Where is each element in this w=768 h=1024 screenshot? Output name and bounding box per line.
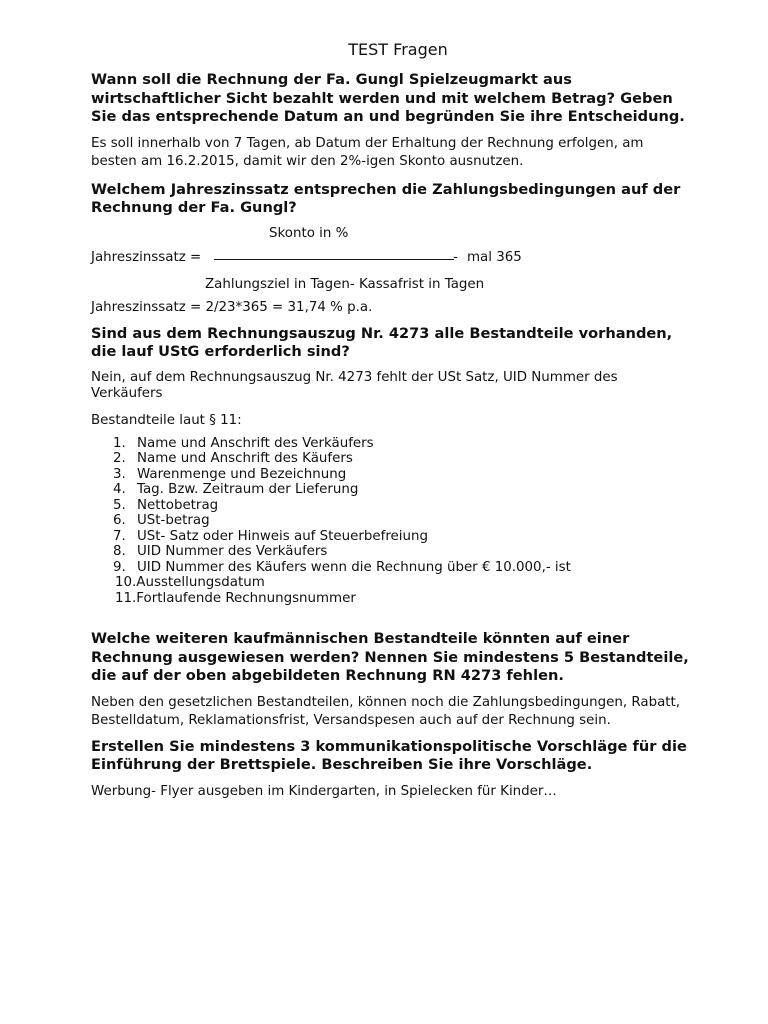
question-4: Welche weiteren kaufmännischen Bestandteile könnten auf einer Rechnung ausgewiesen werden? Nennen Sie mindestens 5 Bestandteile, die auf der oben abgebildeten Rechnung RN 4273 fehlen. bbox=[91, 630, 689, 684]
list-item: 8. UID Nummer des Verkäufers bbox=[113, 544, 328, 559]
list-item: 9. UID Nummer des Käufers wenn die Rechnung über € 10.000,- ist bbox=[113, 559, 571, 575]
formula-multiplier: mal 365 bbox=[467, 249, 522, 265]
question-1: Wann soll die Rechnung der Fa. Gungl Spielzeugmarkt aus wirtschaftlicher Sicht bezahlt werden und mit welchem Betrag? Geben Sie das entsprechende Datum an und begründen Sie ihre Entscheidung. bbox=[91, 71, 685, 125]
list-item: 11.Fortlaufende Rechnungsnummer bbox=[115, 590, 356, 606]
list-item: 1. Name und Anschrift des Verkäufers bbox=[113, 435, 374, 451]
interest-formula bbox=[91, 226, 691, 290]
answer-5: Werbung- Flyer ausgeben im Kindergarten, in Spielecken für Kinder… bbox=[91, 783, 557, 799]
formula-result: Jahreszinssatz = 2/23*365 = 31,74 % p.a. bbox=[91, 299, 373, 315]
list-item: 4. Tag. Bzw. Zeitraum der Lieferung bbox=[113, 482, 359, 497]
list-item: 6. USt-betrag bbox=[113, 513, 210, 528]
formula-lhs: Jahreszinssatz = bbox=[91, 249, 202, 265]
list-item: 5. Nettobetrag bbox=[113, 497, 219, 513]
document-title: TEST Fragen bbox=[348, 40, 448, 59]
formula-denominator: Zahlungsziel in Tagen- Kassafrist in Tagen bbox=[205, 276, 485, 292]
question-3: Sind aus dem Rechnungsauszug Nr. 4273 alle Bestandteile vorhanden, die lauf UStG erforderlich sind? bbox=[91, 324, 673, 360]
spacer bbox=[91, 606, 691, 630]
fraction-line bbox=[214, 259, 454, 260]
question-2: Welchem Jahreszinssatz entsprechen die Zahlungsbedingungen auf der Rechnung der Fa. Gungl? bbox=[91, 180, 681, 216]
formula-numerator: Skonto in % bbox=[269, 225, 349, 241]
answer-4: Neben den gesetzlichen Bestandteilen, können noch die Zahlungsbedingungen, Rabatt, Bestelldatum, Reklamationsfrist, Versandspesen auch auf der Rechnung sein. bbox=[91, 694, 681, 728]
list-item: 2. Name und Anschrift des Käufers bbox=[113, 451, 353, 466]
formula-dash: - bbox=[453, 249, 458, 265]
list-item: 3. Warenmenge und Bezeichnung bbox=[113, 466, 347, 482]
document-page bbox=[91, 40, 691, 808]
answer-3: Nein, auf dem Rechnungsauszug Nr. 4273 fehlt der USt Satz, UID Nummer des Verkäufers bbox=[91, 369, 618, 401]
list-item: 7. USt- Satz oder Hinweis auf Steuerbefreiung bbox=[113, 528, 428, 544]
question-5: Erstellen Sie mindestens 3 kommunikationspolitische Vorschläge für die Einführung der Brettspiele. Beschreiben Sie ihre Vorschläge. bbox=[91, 737, 687, 773]
answer-1: Es soll innerhalb von 7 Tagen, ab Datum der Erhaltung der Rechnung erfolgen, am besten am 16.2.2015, damit wir den 2%-igen Skonto ausnutzen. bbox=[91, 135, 644, 169]
required-items-list bbox=[91, 436, 691, 607]
list-intro: Bestandteile laut § 11: bbox=[91, 412, 242, 428]
list-item: 10.Ausstellungsdatum bbox=[115, 575, 265, 590]
